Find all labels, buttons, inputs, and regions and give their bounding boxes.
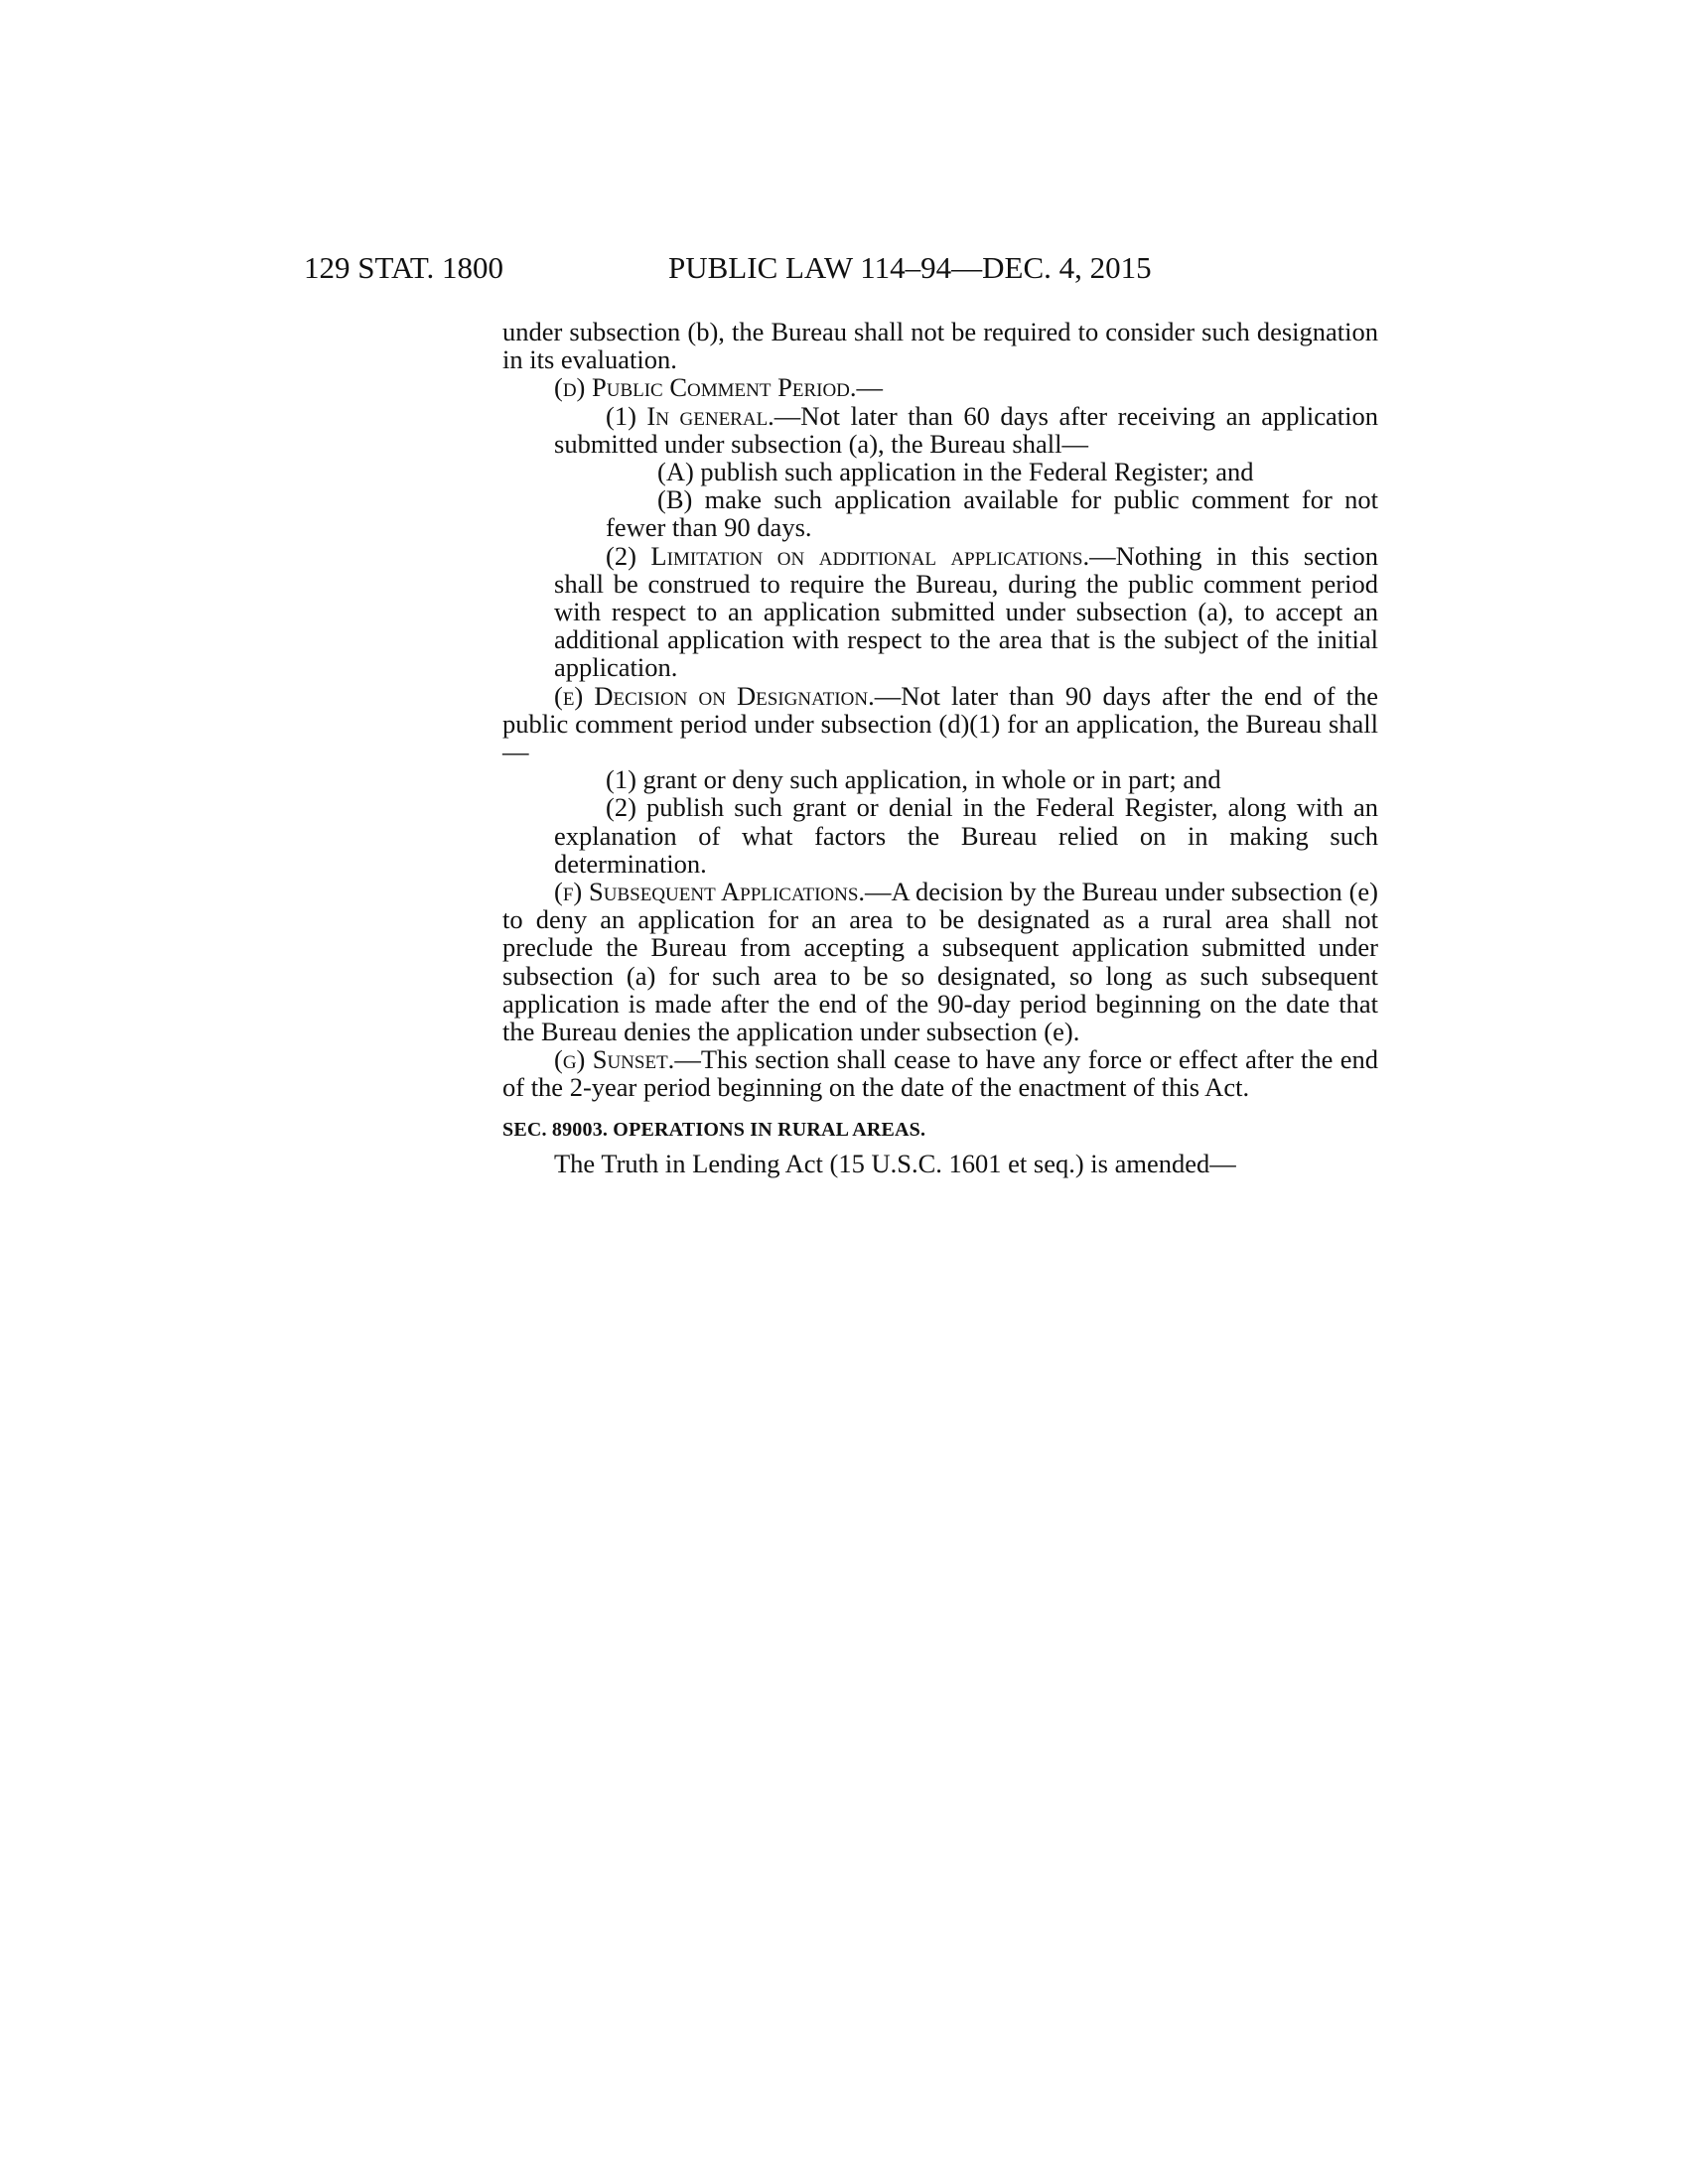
subsection-f (502, 878, 1378, 1045)
subsection-f-label: (f) Subsequent Applications. (554, 877, 866, 907)
subsection-e (502, 682, 1378, 766)
paragraph-e2: (2) publish such grant or denial in the Federal Register, along with an explanation of what factors the Bureau relied on in making such determination. (554, 792, 1378, 879)
subparagraph-d1A: (A) publish such application in the Federal Register; and (657, 457, 1254, 487)
subsection-e-label: (e) Decision on Designation. (554, 680, 875, 711)
subsection-g-text: —This section shall cease to have any force or effect after the end of the 2-year period beginning on the date of the enactment of this Act. (502, 1044, 1378, 1103)
paragraph-d1-label: (1) In general. (606, 400, 774, 431)
subsection-e-text: —Not later than 90 days after the end of the public comment period under subsection (d)(1) for an application, the Bureau shall— (502, 680, 1378, 767)
subsection-g-label: (g) Sunset. (554, 1044, 675, 1075)
public-law-title: PUBLIC LAW 114–94—DEC. 4, 2015 (668, 250, 1152, 285)
subsection-f-text: —A decision by the Bureau under subsection (e) to deny an application for an area to be designated as a rural area shall not preclude the Bureau from accepting a subsequent application submitted under subsection (a) for such area to be so designated, so long as such subsequent application is made after the end of the 90-day period beginning on the date that the Bureau denies the application under subsection (e). (502, 877, 1378, 1047)
paragraph-d1-text: —Not later than 60 days after receiving an application submitted under subsection (a), the Bureau shall— (554, 400, 1378, 459)
section-89003-text: The Truth in Lending Act (15 U.S.C. 1601 et seq.) is amended— (554, 1148, 1236, 1178)
continuation-paragraph: under subsection (b), the Bureau shall not be required to consider such designation in its evaluation. (502, 317, 1378, 375)
section-89003-heading: SEC. 89003. OPERATIONS IN RURAL AREAS. (502, 1118, 926, 1141)
subsection-g (502, 1045, 1378, 1101)
paragraph-d2 (502, 542, 1378, 682)
paragraph-d2-text: —Nothing in this section shall be construed to require the Bureau, during the public comment period with respect to an application submitted under subsection (a), to accept an additional application with respect to the area that is the subject of the initial application. (554, 540, 1378, 683)
paragraph-d1 (502, 402, 1378, 458)
statute-text (502, 318, 1378, 1177)
statute-citation: 129 STAT. 1800 (304, 250, 504, 285)
subparagraph-d1B: (B) make such application available for public comment for not fewer than 90 days. (606, 484, 1378, 543)
page-header (304, 248, 1197, 288)
subsection-d-heading: (d) Public Comment Period.— (554, 372, 884, 403)
paragraph-d2-label: (2) Limitation on additional applications. (606, 540, 1090, 571)
paragraph-e1: (1) grant or deny such application, in whole or in part; and (606, 764, 1221, 795)
